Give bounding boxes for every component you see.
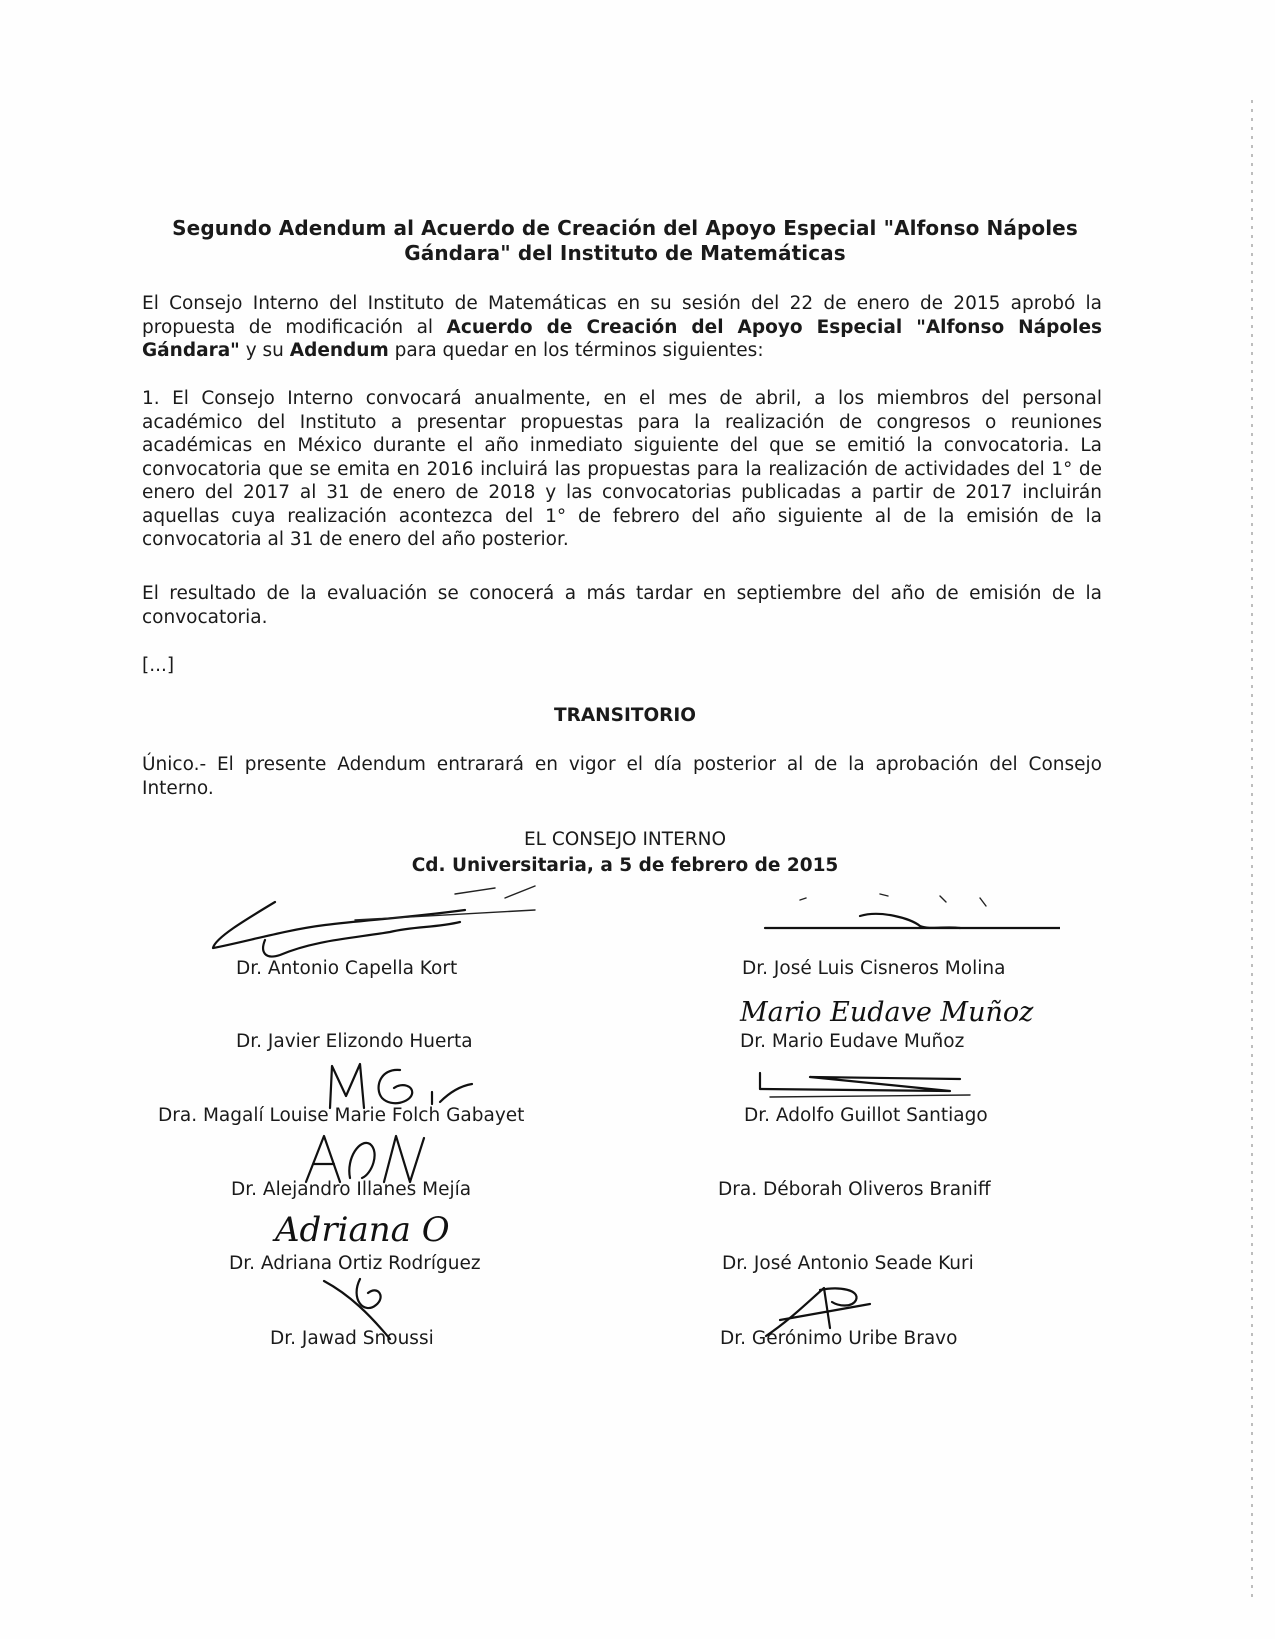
intro-text-1: El Consejo Interno del Instituto de Matemáticas en su sesión del 22 de enero de 2015 aprobó la propuesta de modificación al bbox=[142, 293, 1102, 338]
signature-eudave: Mario Eudave Muñoz bbox=[740, 997, 1034, 1028]
intro-text-3: para quedar en los términos siguientes: bbox=[388, 340, 764, 361]
result-paragraph: El resultado de la evaluación se conocerá a más tardar en septiembre del año de emisión de la convocatoria. bbox=[142, 583, 1102, 628]
signatory-guillot: Dr. Adolfo Guillot Santiago bbox=[744, 1105, 988, 1126]
signatory-capella: Dr. Antonio Capella Kort bbox=[236, 958, 458, 979]
signatory-ortiz: Dr. Adriana Ortiz Rodríguez bbox=[229, 1253, 481, 1274]
signatory-eudave: Dr. Mario Eudave Muñoz bbox=[740, 1031, 965, 1052]
signature-ortiz: Adriana O bbox=[275, 1210, 450, 1250]
intro-bold-adendum: Adendum bbox=[289, 340, 389, 361]
signatory-snoussi: Dr. Jawad Snoussi bbox=[270, 1328, 434, 1349]
intro-paragraph bbox=[142, 292, 1102, 363]
signature-snoussi bbox=[320, 1275, 410, 1345]
title-line-2: Gándara" del Instituto de Matemáticas bbox=[404, 241, 846, 265]
signature-folch bbox=[320, 1058, 490, 1118]
title-line-1: Segundo Adendum al Acuerdo de Creación del Apoyo Especial "Alfonso Nápoles bbox=[172, 216, 1078, 240]
intro-text-2: y su bbox=[239, 340, 290, 361]
signatory-uribe: Dr. Gerónimo Uribe Bravo bbox=[720, 1328, 958, 1349]
signatory-seade: Dr. José Antonio Seade Kuri bbox=[722, 1253, 974, 1274]
scan-edge-artifact bbox=[1251, 100, 1253, 1600]
date-place-line: Cd. Universitaria, a 5 de febrero de 2015 bbox=[411, 855, 839, 876]
signature-illanes bbox=[300, 1128, 430, 1188]
signatory-oliveros: Dra. Déborah Oliveros Braniff bbox=[718, 1179, 991, 1200]
signatory-folch: Dra. Magalí Louise Marie Folch Gabayet bbox=[158, 1105, 525, 1126]
signature-uribe bbox=[760, 1280, 880, 1340]
signatory-illanes: Dr. Alejandro Illanes Mejía bbox=[231, 1179, 472, 1200]
signatory-elizondo: Dr. Javier Elizondo Huerta bbox=[236, 1031, 473, 1052]
signature-cisneros bbox=[760, 888, 1060, 948]
signatory-cisneros: Dr. José Luis Cisneros Molina bbox=[742, 958, 1006, 979]
intro-bold-agreement: Acuerdo de Creación del Apoyo Especial "Alfonso Nápoles Gándara" bbox=[142, 316, 1103, 361]
signature-capella bbox=[205, 880, 575, 960]
consejo-heading: EL CONSEJO INTERNO bbox=[523, 829, 727, 850]
ellipsis-marker: [...] bbox=[142, 655, 175, 676]
document-title bbox=[150, 216, 1100, 266]
transitorio-heading: TRANSITORIO bbox=[553, 705, 697, 726]
item-1-paragraph: 1. El Consejo Interno convocará anualmente, en el mes de abril, a los miembros del personal académico del Instituto a presentar propuestas para la realización de congresos o reuniones académicas en México durante el año inmediato siguiente del que se emitió la convocatoria. La convocatoria que se emita en 2016 incluirá las propuestas para la realización de actividades del 1° de enero del 2017 al 31 de enero de 2018 y las convocatorias publicadas a partir de 2017 incluirán aquellas cuya realización acontezca del 1° de febrero del año siguiente al de la emisión de la convocatoria al 31 de enero del año posterior. bbox=[142, 388, 1102, 550]
unico-paragraph: Único.- El presente Adendum entrarará en vigor el día posterior al de la aprobación del Consejo Interno. bbox=[142, 754, 1102, 799]
signature-guillot bbox=[750, 1063, 980, 1103]
